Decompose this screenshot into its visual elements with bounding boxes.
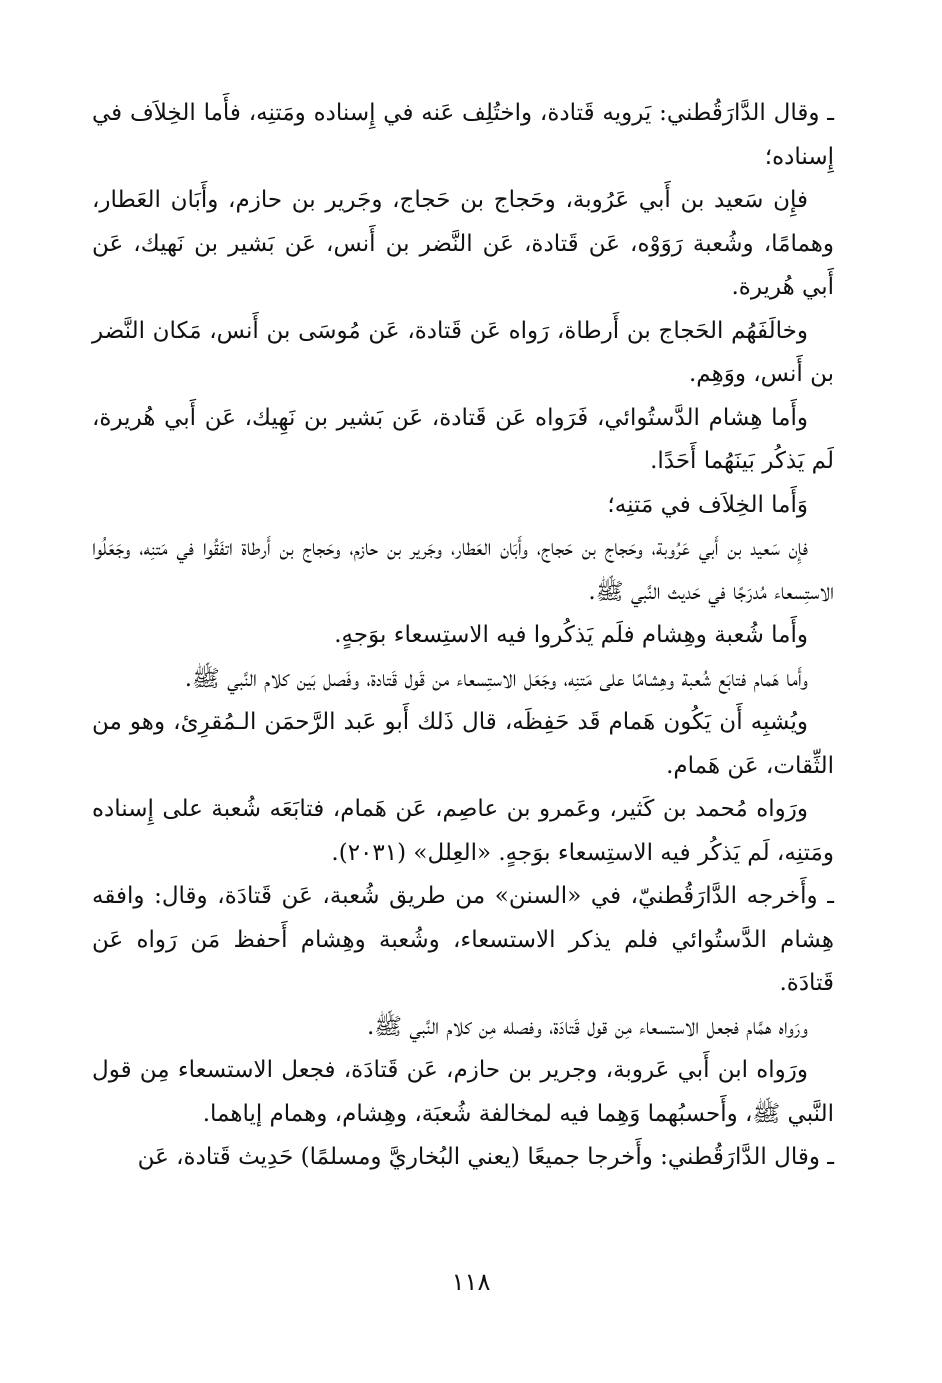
paragraph-2: فإِن سَعيد بن أَبي عَرُوبة، وحَجاج بن حَجاج، وجَرير بن حازم، وأَبَان العَطار، وهمامًا، وشُعبة رَوَوْه، عَن قَتادة، عَن النَّضر بن أَنس، عَن بَشير بن نَهيك، عَن أَبي هُريرة. <box>92 187 834 300</box>
paragraph-13: ورَواه ابن أَبي عَروبة، وجرير بن حازم، عَن قَتادَة، فجعل الاستسعاء مِن قول النَّبي ﷺ، وأَحسبُهما وَهِما فيه لمخالفة شُعبَة، وهِشام، وهمام إياهما. <box>92 1057 834 1127</box>
paragraph-6: فإِن سَعيد بن أَبي عَرُوبة، وحَجاج بن حَجاج، وأَبَان العَطار، وجَرير بن حازم، وحَجاج بن أَرطاة اتفَقُوا في مَتنِه، وجَعَلُوا الاستِسعاء مُدرَجًا في حَديث النَّبي ﷺ. <box>92 535 834 605</box>
paragraph-8: وأَما هَمام فتابَع شُعبة وهِشامًا على مَتنِه، وجَعَل الاستِسعاء من قَول قَتادة، وفَصل بَين كلام النَّبي ﷺ. <box>184 665 808 692</box>
paragraph-10: ورَواه مُحمد بن كَثير، وعَمرو بن عاصِم، عَن هَمام، فتابَعَه شُعبة على إِسناده ومَتنِه، لَم يَذكُر فيه الاستِسعاء بوَجهٍ. «العِلل» (٢٠٣١). <box>92 796 834 866</box>
paragraph-5: وَأَما الخِلاَف في مَتنِه؛ <box>607 491 808 518</box>
paragraph-4: وأَما هِشام الدَّستُوائي، فَرَواه عَن قَتادة، عَن بَشير بن نَهِيك، عَن أَبي هُريرة، لَم يَذكُر بَينَهُما أَحَدًا. <box>92 404 834 474</box>
paragraph-9: ويُشبِه أَن يَكُون هَمام قَد حَفِظَه، قال ذَلك أَبو عَبد الرَّحمَن الـمُقرِئ، وهو من الثِّقات، عَن هَمام. <box>92 709 834 779</box>
paragraph-14: ـ وقال الدَّارَقُطني: وأَخرجا جميعًا (يعني البُخاريَّ ومسلمًا) حَدِيث قَتادة، عَن <box>137 1144 834 1170</box>
paragraph-11: ـ وأَخرجه الدَّارَقُطنيّ، في «السنن» من طريق شُعبة، عَن قَتادَة، وقال: وافقه هِشام الدَّستُوائي فلم يذكر الاستسعاء، وشُعبة وهِشام أَحفظ مَن رَواه عَن قَتادَة. <box>92 883 834 996</box>
page-body <box>92 92 834 1180</box>
paragraph-3: وخالَفَهُم الحَجاج بن أَرطاة، رَواه عَن قَتادة، عَن مُوسَى بن أَنس، مَكان النَّضر بن أَنس، ووَهِم. <box>92 317 834 387</box>
paragraph-7: وأَما شُعبة وهِشام فلَم يَذكُروا فيه الاستِسعاء بوَجهٍ. <box>334 622 808 648</box>
paragraph-1: ـ وقال الدَّارَقُطني: يَرويه قَتادة، واختُلِف عَنه في إِسناده ومَتنِه، فأَما الخِلاَف في إِسناده؛ <box>92 100 834 170</box>
paragraph-12: ورَواه همَّام فجعل الاستسعاء مِن قول قَتادَة، وفصله مِن كلام النَّبي ﷺ. <box>366 1013 808 1040</box>
page-number: ١١٨ <box>451 1268 491 1296</box>
